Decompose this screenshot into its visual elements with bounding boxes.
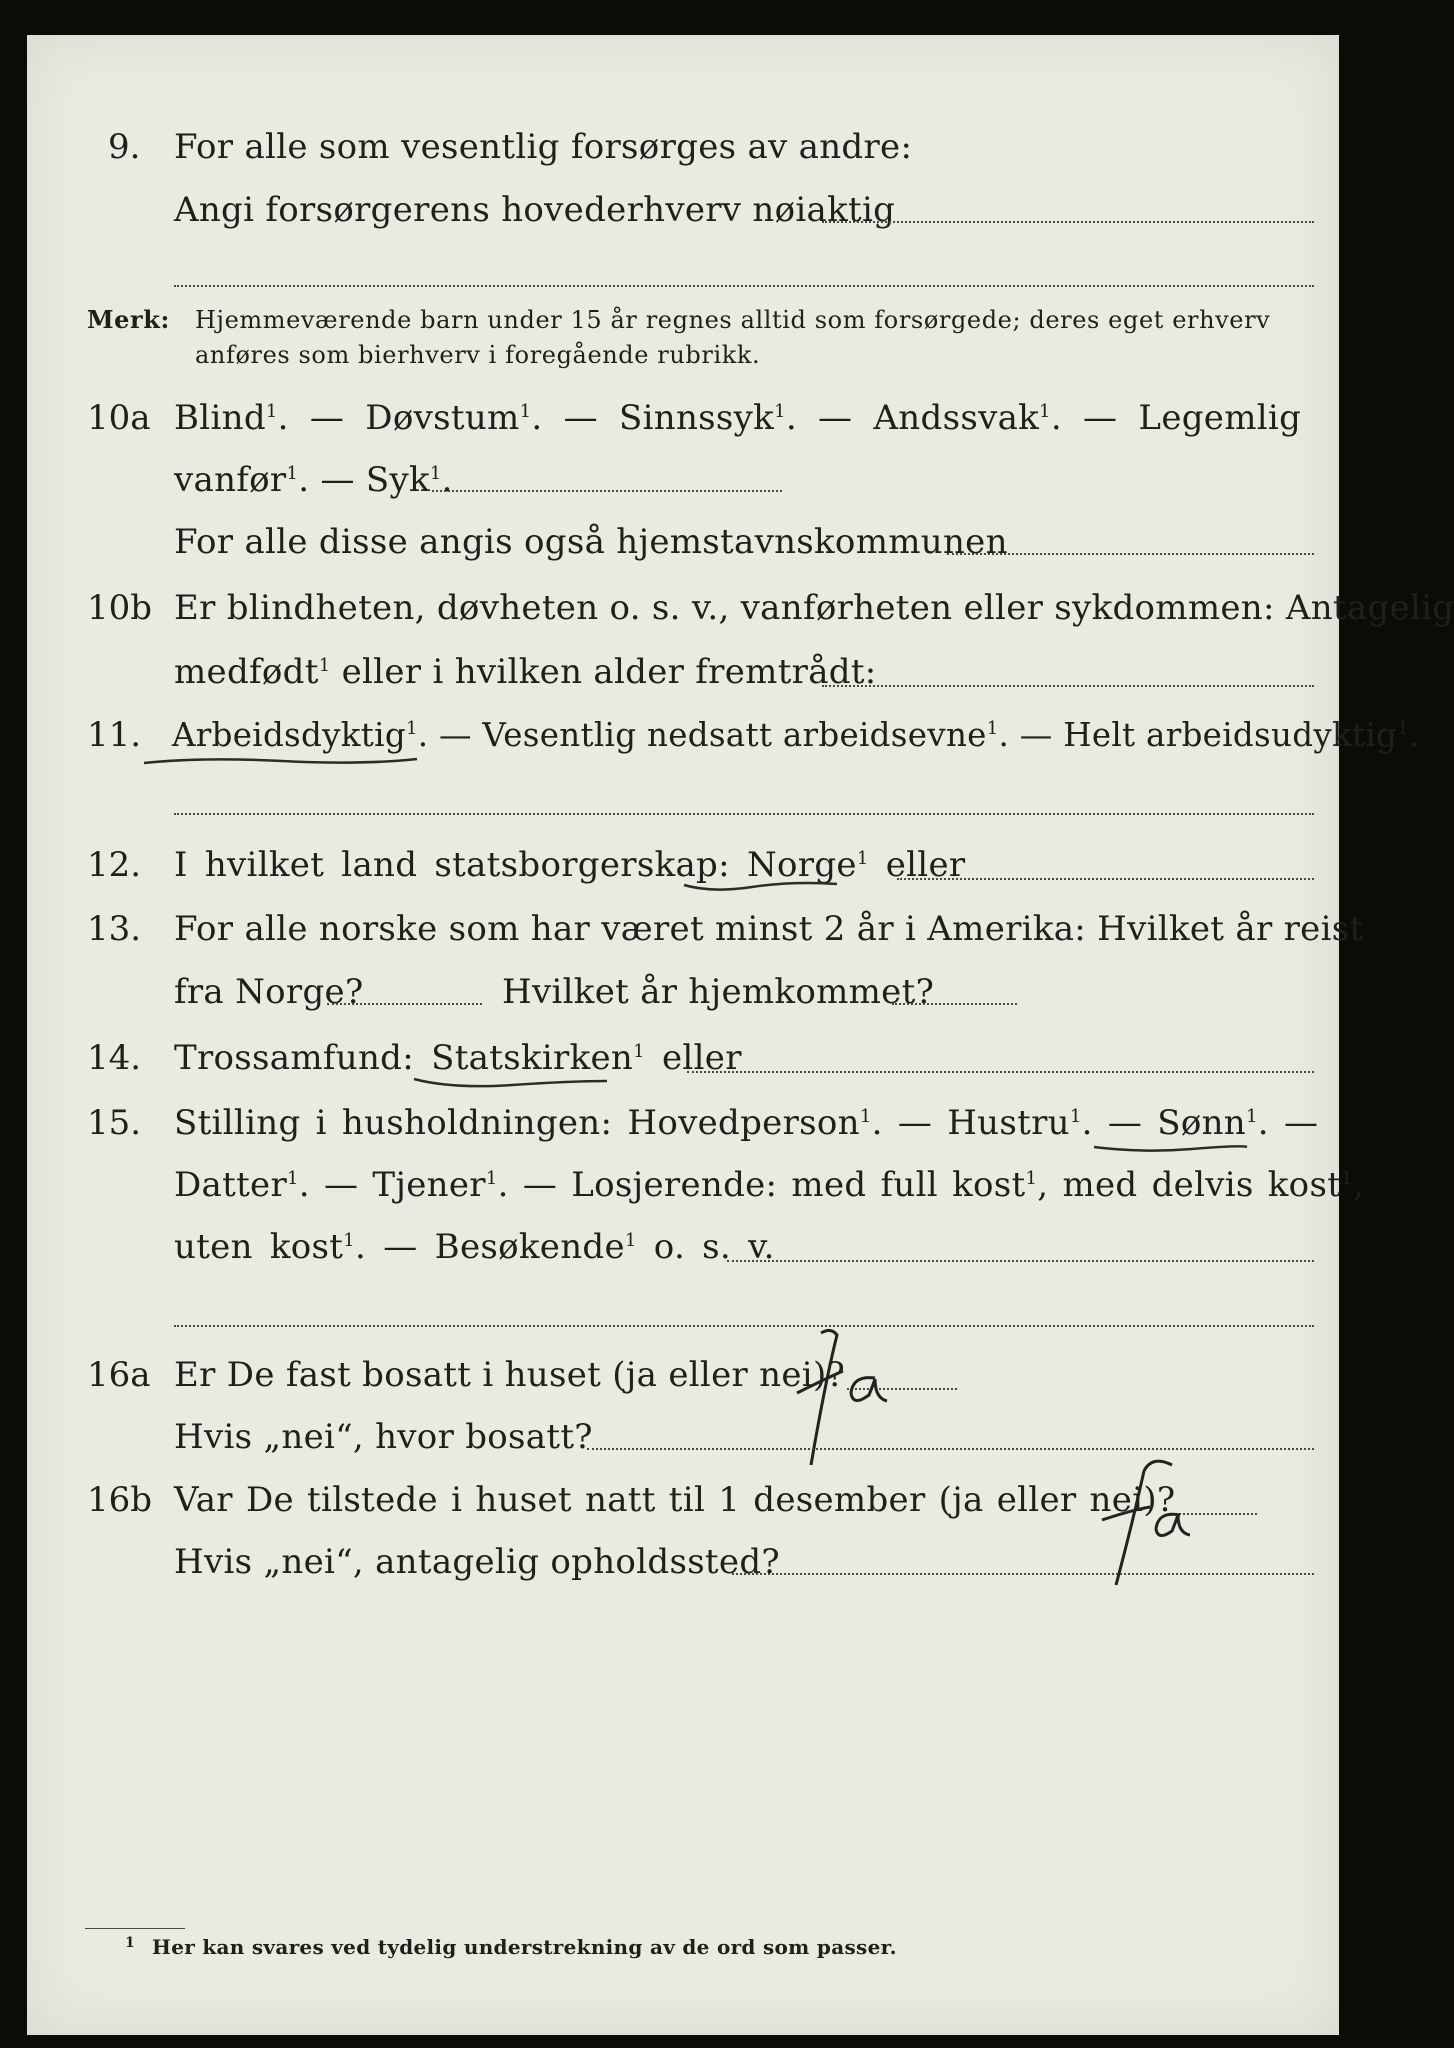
q14-answer-line — [687, 1071, 1314, 1073]
footnote-mark: 1 — [125, 1935, 136, 1951]
merk-label: Merk: — [87, 305, 170, 334]
q9-line1: For alle som vesentlig forsørges av andre: — [174, 127, 913, 167]
q9-answer-line — [822, 221, 1314, 223]
q15-number: 15. — [87, 1103, 142, 1143]
q15-line2: Datter$^1$. — Tjener$^1$. — Losjerende: med full kost$^1$, med delvis kost$^1$, — [174, 1165, 1365, 1205]
footnote-separator — [85, 1928, 185, 1929]
q15-answer-line — [727, 1260, 1314, 1262]
q16a-line1: Er De fast bosatt i huset (ja eller nei)? — [174, 1355, 846, 1395]
q15-line1: Stilling i husholdningen: Hovedperson$^1$. — Hustru$^1$. — Sønn$^1$. — — [174, 1103, 1319, 1143]
q10a-line1: Blind$^1$. — Døvstum$^1$. — Sinnssyk$^1$. — Andssvak$^1$. — Legemlig — [174, 398, 1302, 438]
census-form-page — [27, 35, 1454, 2035]
q10a-line3: For alle disse angis også hjemstavnskommunen — [174, 522, 1008, 562]
q10b-number: 10b — [87, 588, 153, 628]
q13-hjemkommet-answer-line — [892, 1003, 1017, 1005]
q16a-number: 16a — [87, 1355, 151, 1395]
q9-number: 9. — [108, 127, 141, 167]
q16b-line2: Hvis „nei“, antagelig opholdssted? — [174, 1542, 780, 1582]
q16b-number: 16b — [87, 1480, 153, 1520]
q15-line3: uten kost$^1$. — Besøkende$^1$ o. s. v. — [174, 1227, 775, 1267]
q10b-line2: medfødt$^1$ eller i hvilken alder fremtrådt: — [174, 652, 877, 692]
q11-number: 11. — [87, 715, 142, 755]
q11-handwritten-underline — [142, 755, 422, 779]
merk-line2: anføres som bierhverv i foregående rubrikk. — [195, 341, 761, 369]
q16a-handwritten-answer — [787, 1323, 897, 1477]
q10a-line2: vanfør$^1$. — Syk$^1$. — [174, 460, 453, 500]
q14-number: 14. — [87, 1038, 142, 1078]
q12-line: I hvilket land statsborgerskap: Norge$^1$ eller — [174, 845, 966, 885]
footnote-text: Her kan svares ved tydelig understrekning av de ord som passer. — [152, 1935, 897, 1959]
q9-answer-line-2 — [174, 285, 1314, 287]
q16a-line2: Hvis „nei“, hvor bosatt? — [174, 1417, 593, 1457]
q11-line: Arbeidsdyktig$^1$. — Vesentlig nedsatt arbeidsevne$^1$. — Helt arbeidsudyktig$^1$. — [172, 716, 1420, 754]
q14-line: Trossamfund: Statskirken$^1$ eller — [174, 1038, 742, 1078]
q10b-line1: Er blindheten, døvheten o. s. v., vanførheten eller sykdommen: Antagelig — [174, 588, 1454, 628]
q13-line2a: fra Norge? — [174, 972, 364, 1012]
q13-reist-answer-line — [327, 1003, 482, 1005]
q10a-syk-answer-line — [432, 490, 782, 492]
q9-line2: Angi forsørgerens hovederhverv nøiaktig — [174, 190, 896, 230]
q15-handwritten-underline — [1092, 1141, 1252, 1165]
q12-number: 12. — [87, 845, 142, 885]
q16b-line1: Var De tilstede i huset natt til 1 desember (ja eller nei)? — [174, 1480, 1176, 1520]
q16b-opholdssted-answer-line — [732, 1573, 1314, 1575]
q10a-answer-line — [947, 553, 1314, 555]
q16a-bosatt-answer-line — [587, 1448, 1314, 1450]
q10b-answer-line — [822, 685, 1314, 687]
merk-line1: Hjemmeværende barn under 15 år regnes alltid som forsørgede; deres eget erhverv — [195, 306, 1271, 334]
q12-handwritten-underline — [682, 879, 842, 903]
q13-number: 13. — [87, 909, 142, 949]
q16b-handwritten-answer — [1072, 1455, 1192, 1609]
q13-line1: For alle norske som har været minst 2 år i Amerika: Hvilket år reist — [174, 909, 1364, 949]
q10a-number: 10a — [87, 398, 151, 438]
q12-answer-line — [897, 878, 1314, 880]
q11-answer-line — [174, 813, 1314, 815]
q13-line2b: Hvilket år hjemkommet? — [502, 972, 935, 1012]
q15-answer-line-2 — [174, 1325, 1314, 1327]
q14-handwritten-underline — [412, 1075, 612, 1099]
